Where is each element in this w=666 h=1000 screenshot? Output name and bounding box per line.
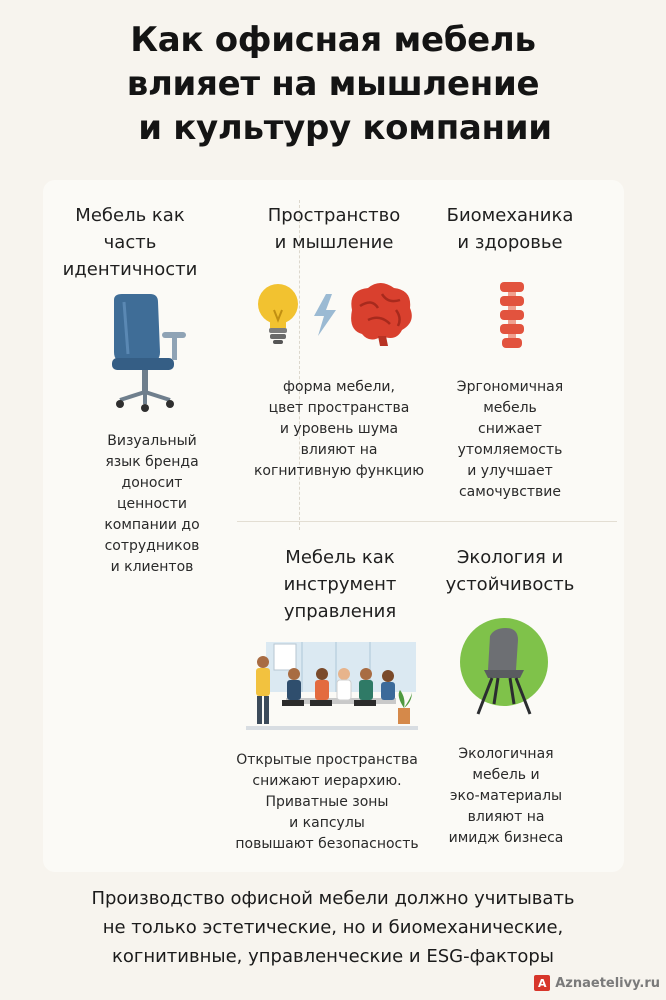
title-line-3: и культуру компании: [138, 108, 552, 148]
watermark-text: Aznaetelivy.ru: [555, 975, 660, 991]
horizontal-divider: [237, 521, 617, 522]
management-text: Открытые пространства снижают иерархию. Приватные зоны и капсулы повышают безопасность: [235, 752, 419, 852]
biomechanics-heading: Биомеханика и здоровье: [446, 205, 574, 253]
watermark: [534, 972, 660, 994]
identity-text: Визуальный язык бренда доносит ценности компании до сотрудников и клиентов: [104, 433, 200, 575]
ecology-text: Экологичная мебель и эко-материалы влияют на имидж бизнеса: [448, 746, 564, 846]
ecology-heading: Экология и устойчивость: [445, 547, 575, 595]
eco-chair-icon: [454, 614, 554, 718]
title-line-2: влияет на мышление: [126, 64, 540, 104]
team-meeting-icon: [246, 640, 418, 732]
office-chair-icon: [100, 292, 192, 414]
title-line-1: Как офисная мебель: [130, 20, 536, 60]
biomechanics-text: Эргономичная мебель снижает утомляемость и улучшает самочувствие: [456, 379, 564, 500]
footer-summary: Производство офисной мебели должно учитывать не только эстетические, но и биомеханические, когнитивные, управленческие и ESG-факторы: [91, 888, 575, 967]
space-heading: Пространство и мышление: [267, 205, 401, 253]
spine-icon: [496, 280, 528, 352]
management-heading: Мебель как инструмент управления: [283, 547, 397, 622]
space-text: форма мебели, цвет пространства и уровень шума влияют на когнитивную функцию: [253, 379, 425, 479]
lightbulb-brain-icon: [256, 280, 414, 348]
watermark-logo-icon: A: [534, 975, 550, 991]
identity-heading: Мебель как часть идентичности: [62, 205, 198, 280]
page-title: [0, 18, 666, 150]
